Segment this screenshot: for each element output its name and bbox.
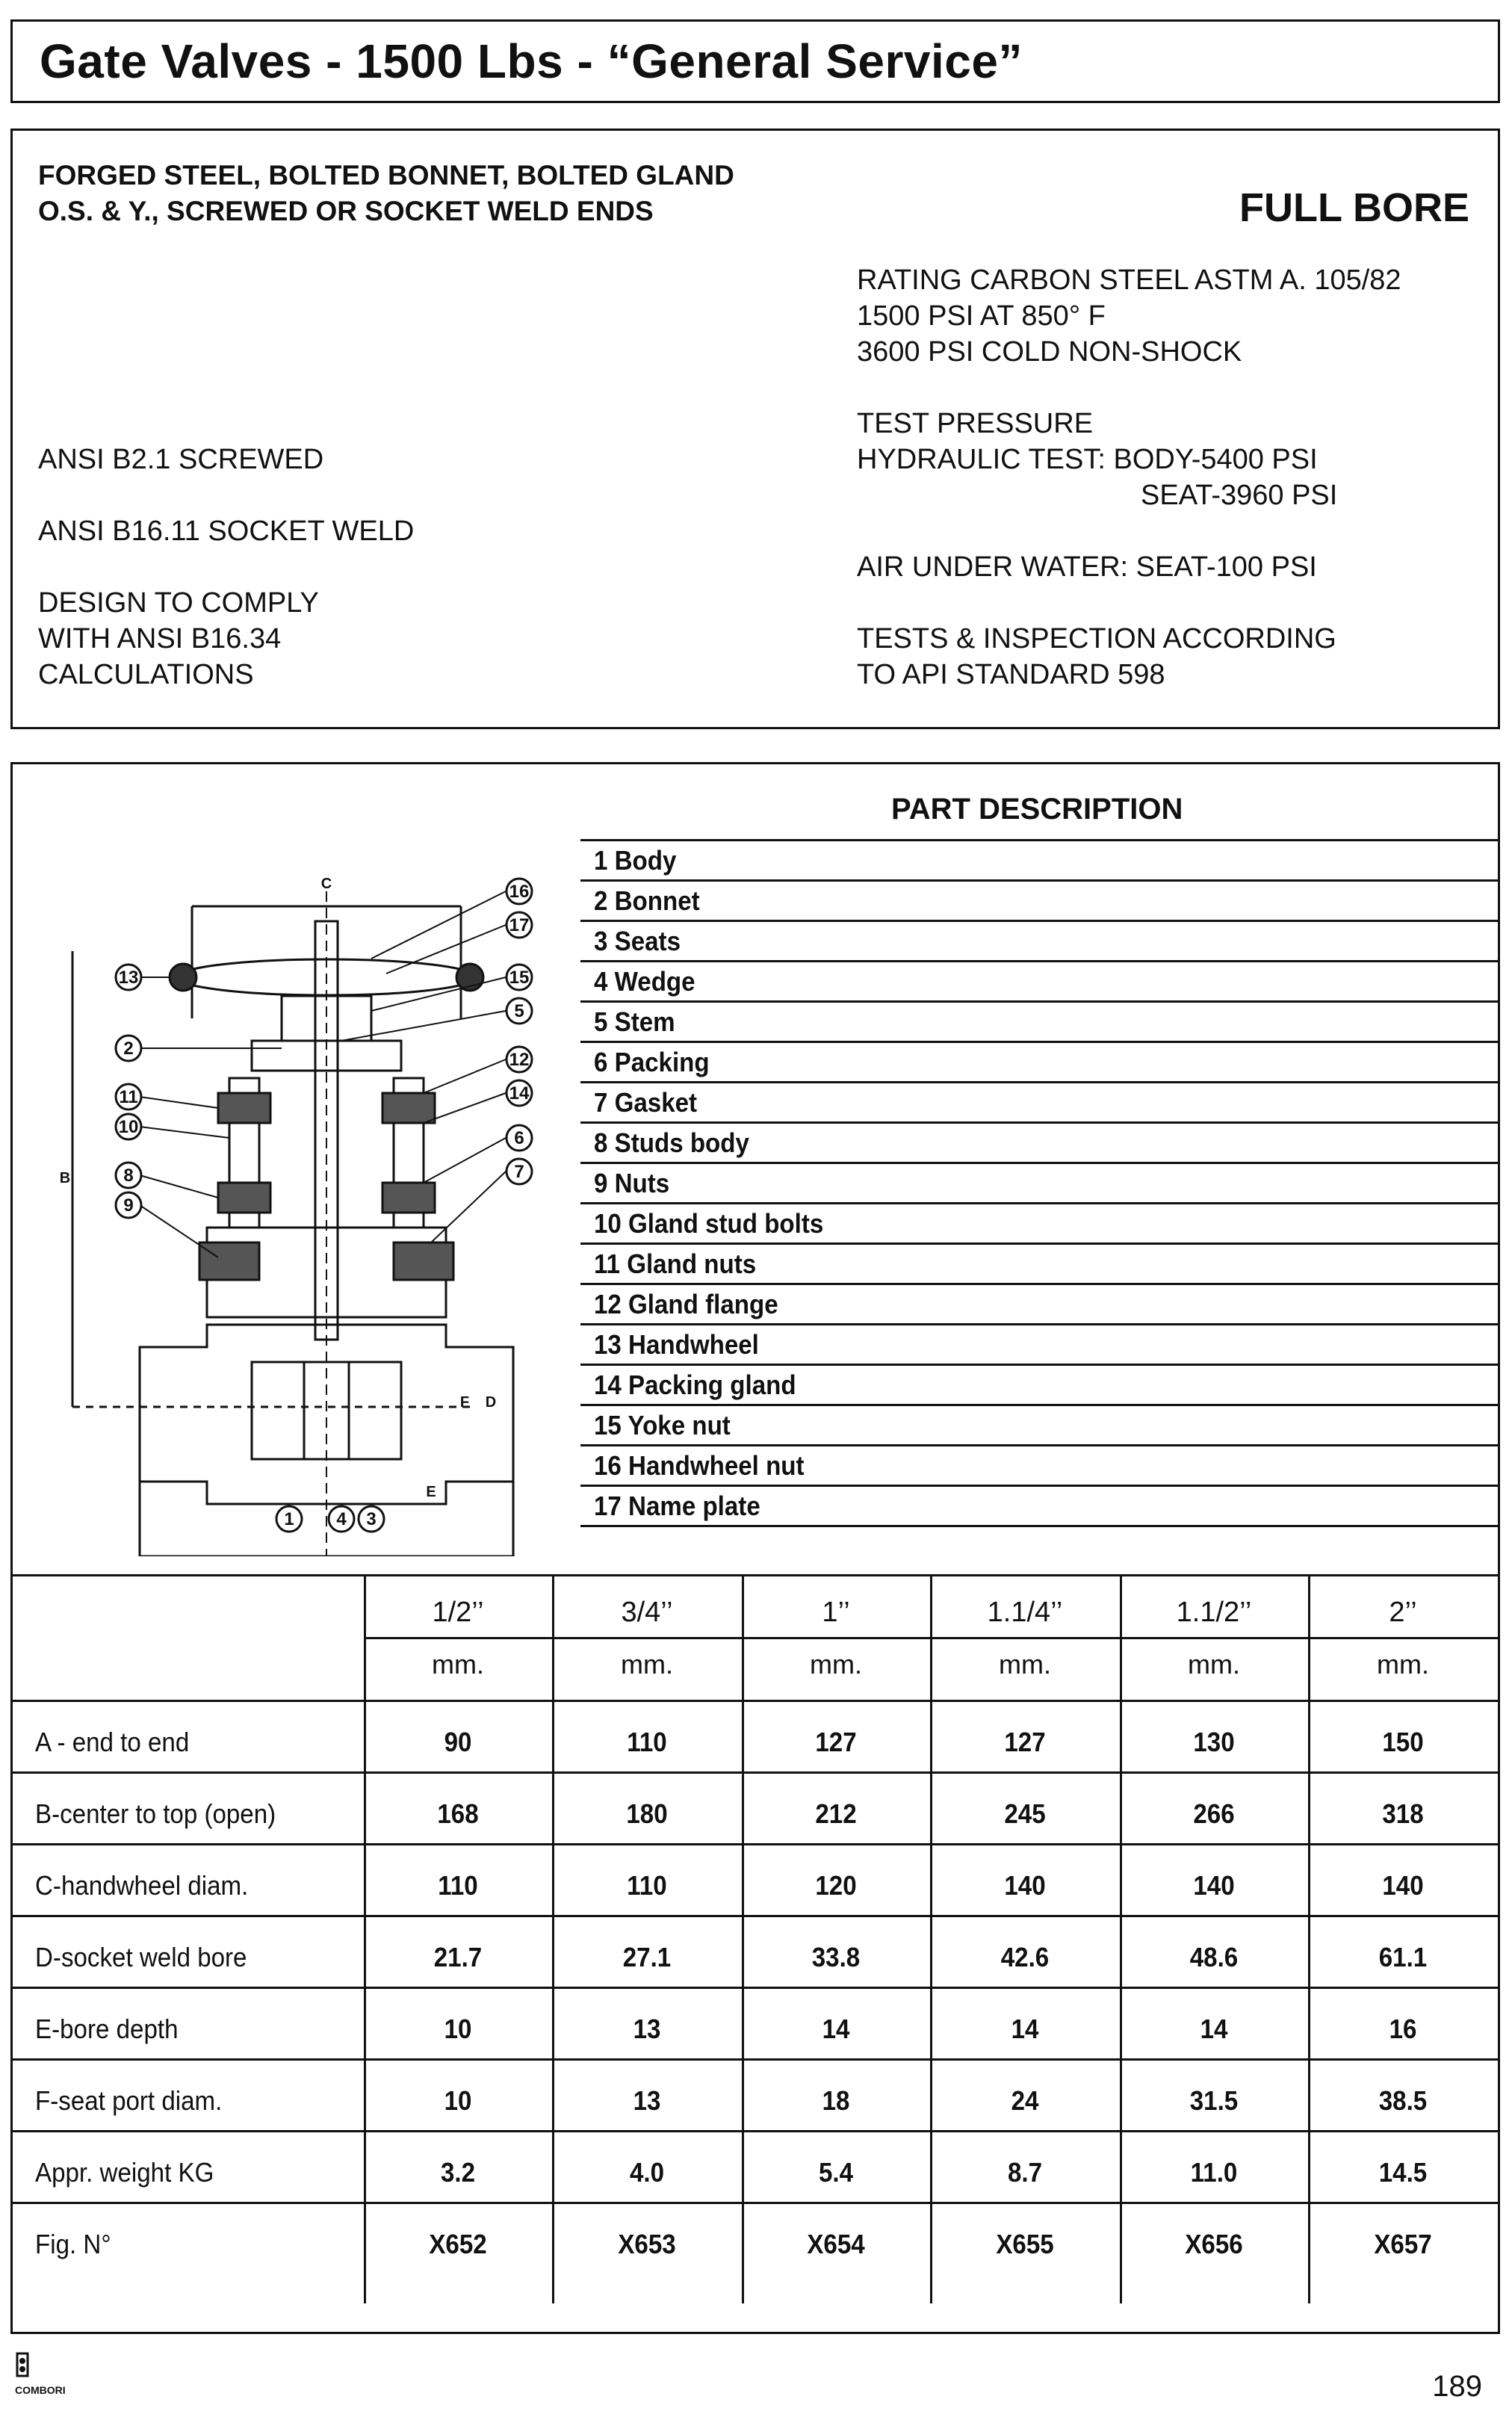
part-item: 15 Yoke nut bbox=[594, 1410, 731, 1440]
table-col-rule bbox=[1120, 1574, 1122, 2303]
table-rule bbox=[13, 1771, 1498, 1774]
svg-text:14: 14 bbox=[509, 1083, 530, 1104]
row-label: A - end to end bbox=[35, 1727, 190, 1757]
table-cell: 14 bbox=[1200, 2014, 1228, 2044]
part-description-heading: PART DESCRIPTION bbox=[891, 793, 1183, 826]
callout-11 bbox=[116, 1084, 141, 1109]
table-cell: 318 bbox=[1382, 1798, 1424, 1829]
svg-text:15: 15 bbox=[509, 968, 530, 988]
size-header: 3/4’’ bbox=[621, 1597, 673, 1628]
dim-letter-b: B bbox=[59, 1170, 71, 1186]
table-cell: 127 bbox=[1004, 1727, 1046, 1757]
page-number: 189 bbox=[1432, 2370, 1482, 2403]
table-rule bbox=[13, 2130, 1498, 2132]
part-item: 6 Packing bbox=[594, 1047, 710, 1077]
table-cell: 14 bbox=[1011, 2014, 1039, 2044]
row-label: Fig. N° bbox=[35, 2229, 111, 2259]
table-cell: 127 bbox=[815, 1727, 857, 1757]
table-cell: 110 bbox=[438, 1870, 478, 1901]
table-cell: 150 bbox=[1382, 1727, 1424, 1757]
part-item: 4 Wedge bbox=[594, 966, 695, 997]
part-divider bbox=[580, 1283, 1498, 1285]
part-divider bbox=[580, 1323, 1498, 1325]
callout-14 bbox=[506, 1080, 532, 1106]
table-cell: 130 bbox=[1193, 1727, 1235, 1757]
table-cell: X657 bbox=[1374, 2229, 1432, 2259]
part-item: 11 Gland nuts bbox=[594, 1248, 757, 1279]
part-item: 9 Nuts bbox=[594, 1168, 670, 1198]
svg-text:11: 11 bbox=[119, 1087, 138, 1107]
dim-letter-c: C bbox=[320, 876, 332, 892]
test-pressure-heading: TEST PRESSURE bbox=[857, 408, 1094, 439]
table-rule bbox=[13, 2202, 1498, 2204]
table-cell: 14 bbox=[822, 2014, 850, 2044]
unit-header: mm. bbox=[1377, 1649, 1429, 1680]
main-box bbox=[10, 762, 1500, 2334]
part-divider bbox=[580, 1202, 1498, 1204]
part-item: 12 Gland flange bbox=[594, 1289, 778, 1319]
unit-header: mm. bbox=[432, 1649, 484, 1680]
table-cell: X652 bbox=[429, 2229, 487, 2259]
size-header: 2’’ bbox=[1389, 1597, 1417, 1628]
row-label: B-center to top (open) bbox=[35, 1798, 276, 1829]
part-divider bbox=[580, 1041, 1498, 1043]
svg-text:COMBORI: COMBORI bbox=[15, 2384, 66, 2396]
callout-4 bbox=[329, 1506, 354, 1532]
part-item: 8 Studs body bbox=[594, 1127, 749, 1158]
callout-17 bbox=[506, 912, 532, 938]
table-cell: X654 bbox=[807, 2229, 865, 2259]
table-rule bbox=[13, 1987, 1498, 1989]
part-item: 7 Gasket bbox=[594, 1087, 698, 1118]
table-rule bbox=[13, 1700, 1498, 1702]
table-rule bbox=[13, 2058, 1498, 2061]
part-divider bbox=[580, 1242, 1498, 1245]
table-cell: X656 bbox=[1185, 2229, 1243, 2259]
part-divider bbox=[580, 1162, 1498, 1164]
svg-text:4: 4 bbox=[336, 1509, 347, 1529]
part-divider bbox=[580, 920, 1498, 922]
callout-10 bbox=[116, 1114, 141, 1139]
table-cell: 120 bbox=[815, 1870, 857, 1901]
svg-text:5: 5 bbox=[514, 1001, 524, 1021]
table-cell: 110 bbox=[627, 1727, 667, 1757]
table-cell: 10 bbox=[444, 2014, 472, 2044]
callout-5 bbox=[506, 998, 532, 1024]
table-cell: 13 bbox=[633, 2014, 661, 2044]
table-cell: 90 bbox=[444, 1727, 472, 1757]
row-label: F-seat port diam. bbox=[35, 2085, 223, 2116]
table-cell: 27.1 bbox=[622, 1942, 672, 1972]
callout-2 bbox=[116, 1036, 141, 1061]
table-cell: 3.2 bbox=[440, 2157, 476, 2188]
part-item: 16 Handwheel nut bbox=[594, 1450, 805, 1481]
svg-text:6: 6 bbox=[514, 1128, 524, 1148]
svg-text:17: 17 bbox=[509, 915, 530, 935]
svg-text:12: 12 bbox=[509, 1050, 530, 1070]
part-item: 17 Name plate bbox=[594, 1491, 760, 1521]
callout-13 bbox=[116, 965, 141, 990]
size-header: 1’’ bbox=[822, 1597, 850, 1628]
row-label: Appr. weight KG bbox=[35, 2157, 214, 2188]
part-item: 10 Gland stud bolts bbox=[594, 1208, 824, 1239]
part-divider bbox=[580, 1000, 1498, 1003]
table-cell: 33.8 bbox=[811, 1942, 861, 1972]
table-col-rule bbox=[930, 1574, 932, 2303]
table-col-rule bbox=[552, 1574, 554, 2303]
table-cell: 38.5 bbox=[1378, 2085, 1428, 2116]
unit-header: mm. bbox=[999, 1649, 1051, 1680]
table-cell: 168 bbox=[437, 1798, 479, 1829]
part-item: 1 Body bbox=[594, 845, 677, 876]
unit-header: mm. bbox=[621, 1649, 673, 1680]
full-bore-label: FULL BORE bbox=[1239, 185, 1469, 230]
part-item: 2 Bonnet bbox=[594, 885, 700, 916]
part-item: 5 Stem bbox=[594, 1006, 675, 1037]
table-col-rule bbox=[364, 1574, 366, 2303]
callout-3 bbox=[359, 1506, 384, 1532]
spec-box bbox=[10, 129, 1500, 729]
dim-letter-d: D bbox=[485, 1394, 497, 1411]
rating-line: RATING CARBON STEEL ASTM A. 105/82 bbox=[857, 264, 1401, 296]
table-cell: 11.0 bbox=[1190, 2157, 1238, 2188]
callout-15 bbox=[506, 965, 532, 990]
size-header: 1.1/2’’ bbox=[1176, 1597, 1252, 1628]
table-cell: 140 bbox=[1382, 1870, 1424, 1901]
table-cell: 4.0 bbox=[629, 2157, 665, 2188]
svg-text:9: 9 bbox=[123, 1195, 134, 1216]
part-divider bbox=[580, 1121, 1498, 1124]
ansi-screwed: ANSI B2.1 SCREWED bbox=[38, 444, 324, 475]
svg-text:10: 10 bbox=[118, 1117, 139, 1137]
tests-line: TO API STANDARD 598 bbox=[857, 659, 1165, 690]
table-cell: 48.6 bbox=[1189, 1942, 1239, 1972]
design-line: DESIGN TO COMPLY bbox=[38, 587, 319, 619]
svg-text:7: 7 bbox=[514, 1162, 524, 1182]
callout-12 bbox=[506, 1047, 532, 1072]
callout-16 bbox=[506, 879, 532, 904]
ansi-socket: ANSI B16.11 SOCKET WELD bbox=[38, 516, 415, 547]
brand-logo bbox=[13, 2350, 103, 2414]
air-test: AIR UNDER WATER: SEAT-100 PSI bbox=[857, 551, 1317, 583]
part-divider bbox=[580, 1404, 1498, 1406]
svg-text:8: 8 bbox=[123, 1166, 134, 1186]
table-cell: 24 bbox=[1011, 2085, 1039, 2116]
row-label: E-bore depth bbox=[35, 2014, 179, 2044]
table-cell: 245 bbox=[1004, 1798, 1046, 1829]
row-label: C-handwheel diam. bbox=[35, 1870, 249, 1901]
table-cell: 14.5 bbox=[1378, 2157, 1428, 2188]
callout-8 bbox=[116, 1163, 141, 1188]
table-cell: 42.6 bbox=[1000, 1942, 1050, 1972]
tests-line: TESTS & INSPECTION ACCORDING bbox=[857, 623, 1336, 654]
size-header: 1.1/4’’ bbox=[987, 1597, 1063, 1628]
design-line: WITH ANSI B16.34 bbox=[38, 623, 282, 654]
rating-line: 1500 PSI AT 850° F bbox=[857, 300, 1106, 332]
svg-text:3: 3 bbox=[366, 1509, 377, 1529]
table-cell: 16 bbox=[1389, 2014, 1417, 2044]
table-cell: 18 bbox=[822, 2085, 850, 2116]
svg-text:16: 16 bbox=[509, 882, 530, 902]
design-line: CALCULATIONS bbox=[38, 659, 254, 690]
part-divider bbox=[580, 1525, 1498, 1527]
dim-letter-e: E bbox=[426, 1484, 436, 1500]
table-cell: 10 bbox=[444, 2085, 472, 2116]
part-divider bbox=[580, 839, 1498, 841]
table-cell: 5.4 bbox=[818, 2157, 854, 2188]
title-box bbox=[10, 19, 1500, 103]
callout-1 bbox=[276, 1506, 302, 1532]
table-col-rule bbox=[742, 1574, 744, 2303]
seat-test: SEAT-3960 PSI bbox=[1141, 480, 1338, 511]
table-cell: 212 bbox=[815, 1798, 857, 1829]
table-cell: 8.7 bbox=[1007, 2157, 1043, 2188]
rating-line: 3600 PSI COLD NON-SHOCK bbox=[857, 336, 1242, 368]
table-cell: X653 bbox=[618, 2229, 676, 2259]
table-cell: 61.1 bbox=[1378, 1942, 1428, 1972]
valve-drawing bbox=[58, 869, 580, 1556]
table-cell: 110 bbox=[627, 1870, 667, 1901]
svg-text:13: 13 bbox=[118, 968, 139, 988]
table-rule bbox=[13, 1574, 1498, 1576]
table-cell: 31.5 bbox=[1189, 2085, 1239, 2116]
unit-header: mm. bbox=[810, 1649, 862, 1680]
callout-6 bbox=[506, 1125, 532, 1151]
table-cell: 140 bbox=[1193, 1870, 1235, 1901]
part-divider bbox=[580, 1364, 1498, 1366]
dim-letter-f: F bbox=[459, 1394, 470, 1411]
table-cell: X655 bbox=[996, 2229, 1054, 2259]
spec-construction: FORGED STEEL, BOLTED BONNET, BOLTED GLAND bbox=[38, 160, 734, 191]
part-divider bbox=[580, 960, 1498, 962]
part-item: 3 Seats bbox=[594, 926, 681, 956]
callout-7 bbox=[506, 1159, 532, 1184]
hydraulic-test: HYDRAULIC TEST: BODY-5400 PSI bbox=[857, 444, 1318, 475]
part-divider bbox=[580, 1444, 1498, 1446]
table-cell: 180 bbox=[626, 1798, 668, 1829]
page-title: Gate Valves - 1500 Lbs - “General Service” bbox=[40, 34, 1023, 88]
table-cell: 21.7 bbox=[433, 1942, 483, 1972]
callout-9 bbox=[116, 1192, 141, 1218]
part-divider bbox=[580, 1081, 1498, 1083]
table-cell: 140 bbox=[1004, 1870, 1046, 1901]
part-divider bbox=[580, 879, 1498, 882]
row-label: D-socket weld bore bbox=[35, 1942, 247, 1972]
table-cell: 13 bbox=[633, 2085, 661, 2116]
part-divider bbox=[580, 1485, 1498, 1487]
size-header: 1/2’’ bbox=[432, 1597, 484, 1628]
unit-header: mm. bbox=[1188, 1649, 1240, 1680]
table-col-rule bbox=[1308, 1574, 1310, 2303]
table-rule bbox=[13, 1843, 1498, 1845]
part-item: 13 Handwheel bbox=[594, 1329, 759, 1360]
table-cell: 266 bbox=[1193, 1798, 1235, 1829]
table-rule bbox=[13, 1915, 1498, 1917]
spec-ends: O.S. & Y., SCREWED OR SOCKET WELD ENDS bbox=[38, 196, 654, 226]
svg-text:1: 1 bbox=[284, 1509, 294, 1529]
svg-text:2: 2 bbox=[123, 1039, 134, 1059]
part-item: 14 Packing gland bbox=[594, 1370, 796, 1400]
